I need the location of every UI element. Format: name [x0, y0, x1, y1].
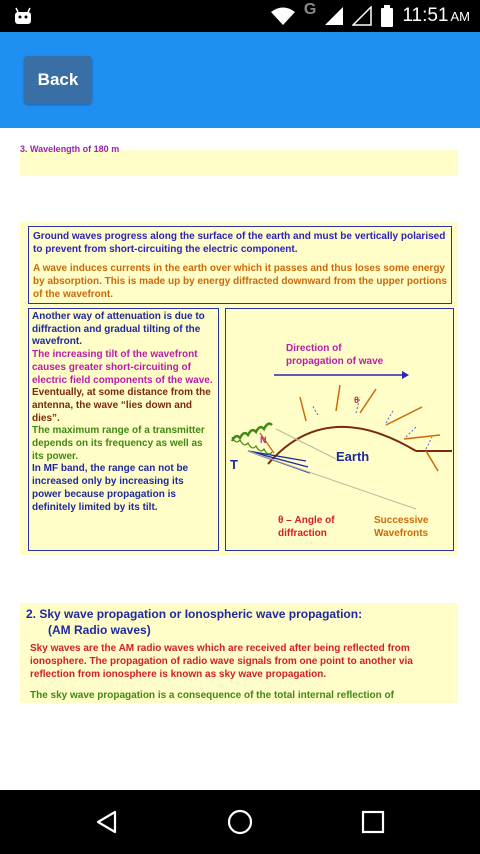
home-circle-icon	[226, 808, 254, 836]
nav-back-button[interactable]	[89, 804, 125, 840]
direction-label-line1: Direction of	[286, 343, 342, 354]
sky-wave-consequence: The sky wave propagation is a consequence of the total internal reflection of	[30, 690, 394, 701]
wavefront-4	[386, 407, 422, 425]
android-icon	[12, 6, 34, 26]
ground-wave-paragraph-2: A wave induces currents in the earth over which it passes and thus loses some energy by absorption. This is made up by energy diffracted downward from the upper portions of the wavefront.	[33, 263, 447, 300]
ray-1	[248, 451, 306, 461]
wifi-icon	[270, 6, 296, 26]
recents-square-icon	[360, 809, 386, 835]
ground-wave-diagram	[225, 308, 454, 551]
network-type-label: G	[303, 1, 317, 18]
direction-label-line2: propagation of wave	[286, 356, 384, 367]
sky-wave-heading: 2. Sky wave propagation or Ionospheric wave propagation:	[26, 607, 363, 621]
diagram-svg	[226, 309, 452, 549]
signal-icon	[324, 6, 344, 26]
angle-label-line1: θ – Angle of	[278, 515, 335, 526]
wavefronts-label-line2: Wavefronts	[374, 528, 429, 539]
wavefronts-label-line1: Successive	[374, 515, 429, 526]
attenuation-text-2: The increasing tilt of the wavefront causes greater short-circuiting of electric field components of the wave.	[32, 349, 213, 386]
slide-gap	[20, 555, 458, 603]
normal-5	[426, 437, 432, 449]
earth-label: Earth	[336, 449, 370, 464]
attenuation-text-5: In MF band, the range can not be increased only by increasing its power because propagation is definitely limited by its tilt.	[32, 463, 189, 513]
attenuation-text-1: Another way of attenuation is due to diffraction and gradual tilting of the wavefront.	[32, 311, 205, 348]
transmitter-label: T	[230, 457, 238, 472]
attenuation-text-box	[28, 308, 219, 551]
theta-label: θ	[354, 395, 359, 405]
back-triangle-icon	[94, 809, 120, 835]
content-scroll-area[interactable]	[0, 128, 480, 790]
wavefront-2	[336, 385, 340, 411]
clock-ampm: AM	[450, 9, 470, 24]
ground-wave-intro-box	[28, 226, 452, 304]
normal-1	[312, 405, 318, 415]
back-button[interactable]: Back	[24, 56, 92, 104]
sky-wave-subheading: (AM Radio waves)	[48, 623, 151, 637]
clock	[402, 5, 470, 27]
attenuation-text-4: The maximum range of a transmitter depends on its frequency as well as its power.	[32, 425, 205, 462]
signal-empty-icon	[352, 6, 372, 26]
slide-ground-wave	[20, 222, 458, 555]
nav-recents-button[interactable]	[355, 804, 391, 840]
sky-wave-definition: Sky waves are the AM radio waves which are received after being reflected from ionosphere. The propagation of radio wave signals from one point to another via reflection from ionosphere is known as sky wave propagation.	[30, 643, 413, 680]
slide-gap	[20, 176, 458, 222]
attenuation-text-3: Eventually, at some distance from the antenna, the wave “lies down and dies”.	[32, 387, 211, 424]
ground-wave-paragraph-1: Ground waves progress along the surface of the earth and must be vertically polarised to prevent from short-circuiting the electric component.	[33, 231, 446, 255]
battery-icon	[380, 5, 394, 27]
direction-arrowhead	[402, 371, 409, 379]
system-nav-bar	[0, 790, 480, 854]
wavefront-3	[360, 389, 376, 413]
wavefront-1	[300, 397, 306, 421]
angle-label-line2: diffraction	[278, 528, 327, 539]
cutoff-slide-text: 3. Wavelength of 180 m	[20, 144, 120, 154]
ray-grey	[248, 451, 416, 509]
wavefront-5	[404, 435, 440, 439]
normal-4	[406, 427, 416, 437]
wavefront-6	[426, 451, 438, 471]
normal-label: N	[260, 435, 267, 445]
status-bar	[0, 0, 480, 32]
nav-home-button[interactable]	[222, 804, 258, 840]
app-bar	[0, 32, 480, 128]
clock-time: 11:51	[402, 5, 449, 26]
slide-sky-wave	[20, 603, 458, 703]
